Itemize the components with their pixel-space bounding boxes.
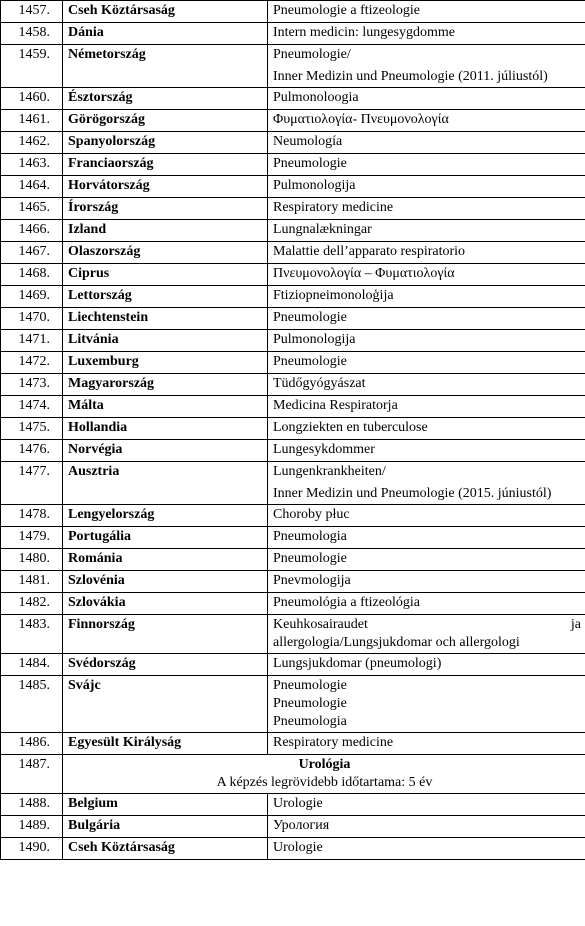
specialty-term: Pneumologia xyxy=(273,714,347,729)
specialty-term-cell xyxy=(268,374,585,396)
row-number: 1482. xyxy=(1,593,63,615)
country-name: Németország xyxy=(63,45,268,88)
table-row xyxy=(1,571,585,593)
specialty-term-cell xyxy=(268,418,585,440)
country-name: Egyesült Királyság xyxy=(63,733,268,755)
row-number: 1472. xyxy=(1,352,63,374)
row-number: 1457. xyxy=(1,1,63,23)
country-name: Franciaország xyxy=(63,154,268,176)
specialty-term-cell xyxy=(268,264,585,286)
row-number: 1468. xyxy=(1,264,63,286)
table-row xyxy=(1,549,585,571)
table-row xyxy=(1,615,585,654)
row-number: 1469. xyxy=(1,286,63,308)
country-name: Bulgária xyxy=(63,816,268,838)
table-row xyxy=(1,794,585,816)
specialty-term-cell xyxy=(268,176,585,198)
specialty-term-cell xyxy=(268,676,585,733)
row-number: 1462. xyxy=(1,132,63,154)
table-row xyxy=(1,676,585,733)
row-number: 1488. xyxy=(1,794,63,816)
row-number: 1475. xyxy=(1,418,63,440)
country-name: Magyarország xyxy=(63,374,268,396)
specialty-term: Inner Medizin und Pneumologie (2015. júniustól) xyxy=(273,486,552,501)
table-row xyxy=(1,330,585,352)
specialty-term-cell xyxy=(268,154,585,176)
specialty-term: Pneumologie xyxy=(273,551,347,566)
country-name: Svájc xyxy=(63,676,268,733)
specialty-term: Pneumologie xyxy=(273,696,347,711)
specialty-term-cell xyxy=(268,571,585,593)
country-name: Ausztria xyxy=(63,462,268,505)
specialty-term: Pnevmologija xyxy=(273,573,351,588)
row-number: 1478. xyxy=(1,505,63,527)
specialty-term: Lungsjukdomar (pneumologi) xyxy=(273,656,442,671)
table-row xyxy=(1,242,585,264)
specialty-term: Pneumologie xyxy=(273,678,347,693)
table-row xyxy=(1,23,585,45)
specialty-term: Урология xyxy=(273,818,330,833)
specialty-term-cell xyxy=(268,593,585,615)
specialty-term: Lungnalækningar xyxy=(273,222,372,237)
specialty-term: Pneumologie xyxy=(273,156,347,171)
country-name: Románia xyxy=(63,549,268,571)
specialty-term-cell xyxy=(268,23,585,45)
table-row xyxy=(1,176,585,198)
table-row xyxy=(1,374,585,396)
specialty-term: Pulmonoloogia xyxy=(273,90,359,105)
specialty-term: Pneumologie xyxy=(273,310,347,325)
table-row xyxy=(1,88,585,110)
specialty-term-cell xyxy=(268,330,585,352)
specialty-term-cell xyxy=(268,242,585,264)
country-name: Portugália xyxy=(63,527,268,549)
specialty-term: Pulmonologija xyxy=(273,178,356,193)
row-number: 1481. xyxy=(1,571,63,593)
table-body-urology xyxy=(1,794,585,860)
specialty-term: Choroby płuc xyxy=(273,507,350,522)
country-name: Liechtenstein xyxy=(63,308,268,330)
country-name: Finnország xyxy=(63,615,268,654)
row-number: 1459. xyxy=(1,45,63,88)
row-number: 1486. xyxy=(1,733,63,755)
specialty-term: Pneumologie/ xyxy=(273,47,351,62)
row-number: 1479. xyxy=(1,527,63,549)
country-name: Szlovákia xyxy=(63,593,268,615)
table-row xyxy=(1,440,585,462)
specialty-term: Longziekten en tuberculose xyxy=(273,420,428,435)
specialty-term: Lungesykdommer xyxy=(273,442,375,457)
country-name: Lettország xyxy=(63,286,268,308)
country-name: Málta xyxy=(63,396,268,418)
row-number: 1471. xyxy=(1,330,63,352)
country-name: Görögország xyxy=(63,110,268,132)
table-row xyxy=(1,286,585,308)
table-row xyxy=(1,45,585,88)
country-name: Litvánia xyxy=(63,330,268,352)
specialty-term-cell xyxy=(268,220,585,242)
table-row xyxy=(1,220,585,242)
specialty-term-cell xyxy=(268,352,585,374)
row-number: 1464. xyxy=(1,176,63,198)
row-number: 1485. xyxy=(1,676,63,733)
section-heading xyxy=(63,755,585,794)
section-subtitle: A képzés legrövidebb időtartama: 5 év xyxy=(216,775,433,790)
section-number: 1487. xyxy=(1,755,63,794)
specialty-term: Urologie xyxy=(273,796,323,811)
section-row xyxy=(1,755,585,794)
row-number: 1484. xyxy=(1,654,63,676)
specialty-term-cell xyxy=(268,286,585,308)
row-number: 1460. xyxy=(1,88,63,110)
country-name: Észtország xyxy=(63,88,268,110)
specialty-term-cell xyxy=(268,88,585,110)
table-row xyxy=(1,654,585,676)
specialty-term: Lungenkrankheiten/ xyxy=(273,464,386,479)
specialty-term: Φυματιολογία- Πνευμονολογία xyxy=(273,112,449,127)
specialty-term: Pneumologie a ftizeologie xyxy=(273,3,420,18)
specialty-term: Pneumológia a ftizeológia xyxy=(273,595,420,610)
specialty-term: Urologie xyxy=(273,840,323,855)
specialty-term-cell xyxy=(268,462,585,505)
table-row xyxy=(1,132,585,154)
table-body-section xyxy=(1,755,585,794)
specialty-term-cell xyxy=(268,308,585,330)
specialty-term-cell xyxy=(268,198,585,220)
country-name: Izland xyxy=(63,220,268,242)
row-number: 1470. xyxy=(1,308,63,330)
specialty-term-cell xyxy=(268,396,585,418)
specialty-term-cell xyxy=(268,440,585,462)
specialty-term: Malattie dell’apparato respiratorio xyxy=(273,244,466,259)
country-name: Norvégia xyxy=(63,440,268,462)
specialty-term: Medicina Respiratorja xyxy=(273,398,398,413)
table-row xyxy=(1,1,585,23)
table-row xyxy=(1,198,585,220)
country-name: Lengyelország xyxy=(63,505,268,527)
specialty-term-cell xyxy=(268,794,585,816)
specialty-term-cell xyxy=(268,132,585,154)
row-number: 1473. xyxy=(1,374,63,396)
specialty-term-cell xyxy=(268,838,585,860)
specialty-term-cell xyxy=(268,527,585,549)
specialty-term: Πνευμονολογία – Φυματιολογία xyxy=(273,266,455,281)
row-number: 1477. xyxy=(1,462,63,505)
table-row xyxy=(1,838,585,860)
specialty-term-cell xyxy=(268,1,585,23)
specialty-term: Tüdőgyógyászat xyxy=(273,376,366,391)
specialty-term: Pneumologie xyxy=(273,354,347,369)
specialty-term: Inner Medizin und Pneumologie (2011. júliustól) xyxy=(273,69,548,84)
row-number: 1476. xyxy=(1,440,63,462)
section-title: Urológia xyxy=(298,757,351,772)
table-row xyxy=(1,527,585,549)
row-number: 1465. xyxy=(1,198,63,220)
table-row xyxy=(1,396,585,418)
country-name: Dánia xyxy=(63,23,268,45)
specialty-term-cell xyxy=(268,654,585,676)
specialty-term: Intern medicin: lungesygdomme xyxy=(273,25,455,40)
row-number: 1474. xyxy=(1,396,63,418)
country-name: Svédország xyxy=(63,654,268,676)
specialty-term-cell xyxy=(268,816,585,838)
specialty-term: Respiratory medicine xyxy=(273,200,394,215)
country-name: Horvátország xyxy=(63,176,268,198)
specialty-term: Pneumologia xyxy=(273,529,347,544)
table-row xyxy=(1,154,585,176)
table-row xyxy=(1,308,585,330)
country-name: Luxemburg xyxy=(63,352,268,374)
specialty-term-cell xyxy=(268,615,585,654)
table-row xyxy=(1,733,585,755)
country-name: Olaszország xyxy=(63,242,268,264)
specialty-term: Respiratory medicine xyxy=(273,735,394,750)
country-name: Hollandia xyxy=(63,418,268,440)
row-number: 1467. xyxy=(1,242,63,264)
row-number: 1483. xyxy=(1,615,63,654)
row-number: 1490. xyxy=(1,838,63,860)
country-name: Cseh Köztársaság xyxy=(63,838,268,860)
specialty-term-cell xyxy=(268,110,585,132)
table-row xyxy=(1,505,585,527)
specialty-term: Neumología xyxy=(273,134,343,149)
country-name: Szlovénia xyxy=(63,571,268,593)
row-number: 1463. xyxy=(1,154,63,176)
specialty-term-cell xyxy=(268,45,585,88)
specialty-term: Pulmonologija xyxy=(273,332,356,347)
table-row xyxy=(1,816,585,838)
country-name: Belgium xyxy=(63,794,268,816)
row-number: 1458. xyxy=(1,23,63,45)
specialty-term: allergologia/Lungsjukdomar och allergologi xyxy=(273,635,520,650)
country-name: Ciprus xyxy=(63,264,268,286)
table-row xyxy=(1,110,585,132)
table-row xyxy=(1,462,585,505)
specialty-term-cell xyxy=(268,505,585,527)
table-row xyxy=(1,593,585,615)
row-number: 1461. xyxy=(1,110,63,132)
specialty-term-cell xyxy=(268,733,585,755)
specialty-term-cell xyxy=(268,549,585,571)
table-row xyxy=(1,418,585,440)
table-row xyxy=(1,352,585,374)
row-number: 1480. xyxy=(1,549,63,571)
table-row xyxy=(1,264,585,286)
country-name: Cseh Köztársaság xyxy=(63,1,268,23)
specialty-term: Ftiziopneimonoloģija xyxy=(273,288,394,303)
table-body-pulmonology xyxy=(1,1,585,755)
country-name: Írország xyxy=(63,198,268,220)
row-number: 1466. xyxy=(1,220,63,242)
specialty-term: Keuhkosairaudet ja xyxy=(273,617,581,632)
row-number: 1489. xyxy=(1,816,63,838)
country-name: Spanyolország xyxy=(63,132,268,154)
